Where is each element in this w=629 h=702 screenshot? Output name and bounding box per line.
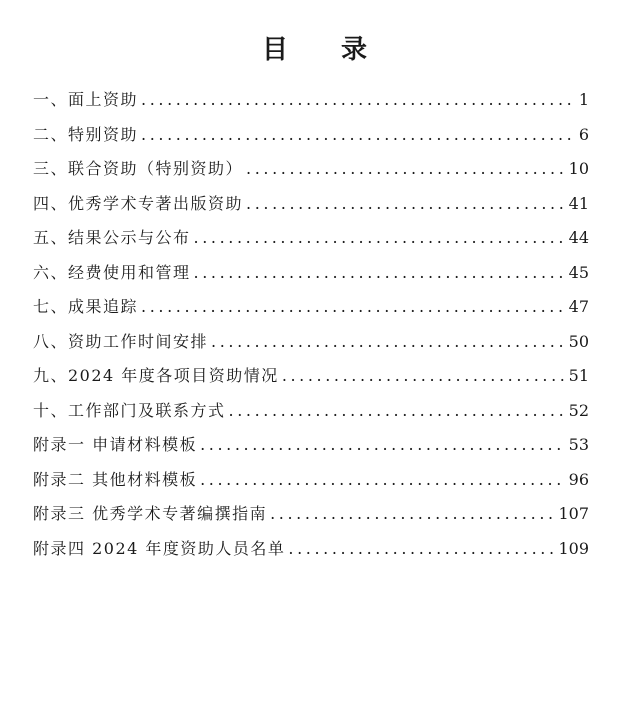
toc-page-number: 6	[578, 124, 589, 144]
table-of-contents	[33, 88, 589, 571]
toc-leader-dots	[141, 123, 576, 147]
toc-leader-dots	[246, 192, 566, 216]
toc-entry-label: 三、联合资助（特别资助）	[33, 159, 244, 178]
toc-entry-label: 六、经费使用和管理	[33, 262, 191, 282]
toc-entry-label: 八、资助工作时间安排	[33, 331, 209, 351]
toc-page-number: 52	[568, 400, 589, 420]
toc-page-number: 10	[568, 159, 589, 178]
toc-leader-dots	[141, 295, 566, 319]
toc-leader-dots	[141, 88, 576, 112]
toc-leader-dots	[282, 364, 566, 388]
toc-leader-dots	[200, 468, 566, 492]
toc-entry[interactable]	[33, 502, 589, 537]
toc-entry[interactable]	[33, 468, 589, 503]
toc-page-number: 44	[568, 228, 589, 247]
toc-entry[interactable]	[33, 226, 589, 261]
toc-entry-label: 附录三 优秀学术专著编撰指南	[33, 504, 268, 523]
toc-entry[interactable]	[33, 123, 589, 158]
toc-entry-label: 九、2024 年度各项目资助情况	[33, 366, 279, 385]
toc-leader-dots	[270, 502, 555, 526]
toc-page-number: 45	[568, 262, 589, 282]
toc-entry[interactable]	[33, 537, 589, 572]
toc-page-number: 1	[578, 90, 589, 109]
toc-leader-dots	[246, 157, 566, 181]
toc-page-number: 51	[568, 366, 589, 385]
toc-leader-dots	[229, 399, 566, 423]
toc-entry-label: 附录四 2024 年度资助人员名单	[33, 538, 286, 558]
toc-entry[interactable]	[33, 433, 589, 468]
toc-entry[interactable]	[33, 330, 589, 365]
toc-entry-label: 附录一 申请材料模板	[33, 435, 198, 454]
toc-entry-label: 二、特别资助	[33, 124, 139, 144]
toc-entry-label: 五、结果公示与公布	[33, 228, 191, 247]
toc-page-number: 107	[558, 504, 589, 523]
toc-leader-dots	[288, 537, 555, 561]
toc-entry[interactable]	[33, 88, 589, 123]
toc-leader-dots	[211, 330, 566, 354]
toc-entry[interactable]	[33, 157, 589, 192]
toc-leader-dots	[194, 226, 566, 250]
toc-entry-label: 附录二 其他材料模板	[33, 469, 198, 489]
toc-entry[interactable]	[33, 192, 589, 227]
toc-leader-dots	[194, 261, 566, 285]
toc-page-number: 47	[568, 297, 589, 316]
toc-entry-label: 十、工作部门及联系方式	[33, 400, 226, 420]
toc-page-number: 53	[568, 435, 589, 454]
toc-page-number: 41	[568, 193, 589, 213]
toc-entry-label: 七、成果追踪	[33, 297, 139, 316]
toc-entry[interactable]	[33, 364, 589, 399]
toc-entry[interactable]	[33, 295, 589, 330]
toc-leader-dots	[200, 433, 566, 457]
toc-page-number: 50	[568, 331, 589, 351]
toc-entry-label: 一、面上资助	[33, 90, 139, 109]
toc-entry[interactable]	[33, 261, 589, 296]
toc-entry[interactable]	[33, 399, 589, 434]
toc-entry-label: 四、优秀学术专著出版资助	[33, 193, 244, 213]
toc-page-number: 109	[558, 538, 589, 558]
page-title: 目 录	[261, 35, 390, 65]
toc-page-number: 96	[568, 469, 589, 489]
